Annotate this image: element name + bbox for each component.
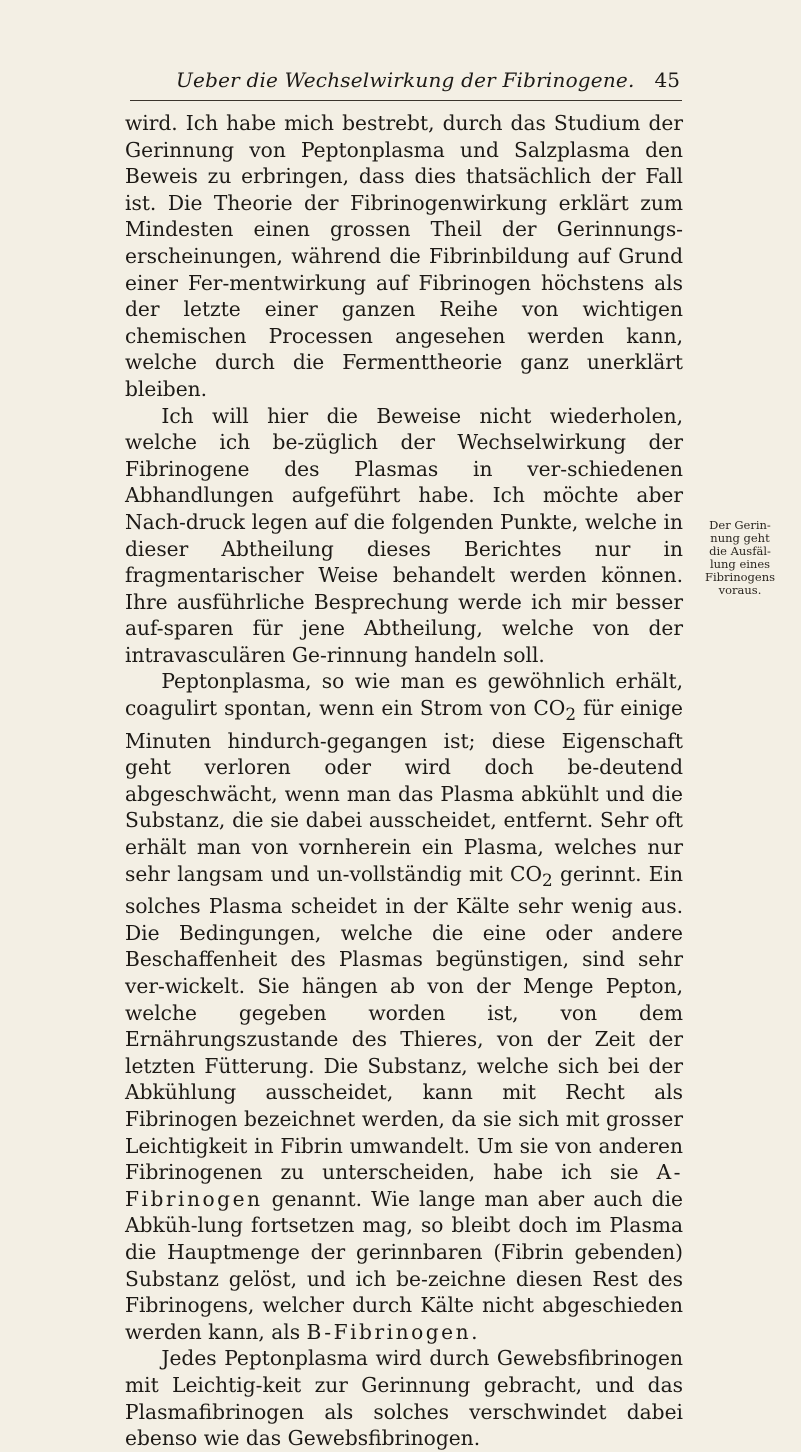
margin-note-line: voraus. bbox=[718, 583, 762, 597]
margin-note-line: lung eines bbox=[709, 557, 771, 571]
term-a-fibrinogen: A-Fibrinogen bbox=[125, 1160, 683, 1211]
co2-subscript-1: 2 bbox=[565, 704, 577, 725]
margin-note-line: Fibrinogens bbox=[705, 570, 775, 584]
paragraph-3 bbox=[125, 668, 683, 1345]
running-head bbox=[100, 66, 680, 96]
body-text bbox=[125, 110, 683, 1452]
header-rule bbox=[130, 100, 682, 101]
term-b-fibrinogen: B-Fibrinogen bbox=[306, 1319, 472, 1344]
paragraph-3-part-c: gerinnt. Ein solches Plasma scheidet in der Kälte sehr wenig aus. Die Bedingungen, welche die eine oder andere Beschaffenheit des Plasmas begünstigen, sind sehr ver-wickelt. Sie hängen ab von der Menge Pepton, welche gegeben worden ist, von dem Ernährungszustande des Thieres, von der Zeit der letzten Fütterung. Die Substanz, welche sich bei der Abkühlung ausscheidet, kann mit Recht als Fibrinogen bezeichnet werden, da sie sich mit grosser Leichtigkeit in Fibrin umwandelt. Um sie von anderen Fibrinogenen zu unterscheiden, habe ich sie bbox=[125, 861, 683, 1185]
paragraph-3-part-e: . bbox=[471, 1319, 478, 1344]
margin-note-line: nung geht bbox=[710, 531, 770, 545]
running-title: Ueber die Wechselwirkung der Fibrinogene. bbox=[176, 68, 635, 92]
paragraph-4: Jedes Peptonplasma wird durch Gewebsfibrinogen mit Leichtig-keit zur Gerinnung gebracht, und das Plasmafibrinogen als solches verschwindet dabei ebenso wie das Gewebsfibrinogen. bbox=[125, 1346, 683, 1451]
margin-note-line: Der Gerin- bbox=[709, 518, 771, 532]
page-number: 45 bbox=[654, 68, 680, 92]
paragraph-1: wird. Ich habe mich bestrebt, durch das Studium der Gerinnung von Peptonplasma und Salzplasma den Beweis zu erbringen, dass dies thatsächlich der Fall ist. Die Theorie der Fibrinogenwirkung erklärt zum Mindesten einen grossen Theil der Gerinnungs-erscheinungen, während die Fibrinbildung auf Grund einer Fer-mentwirkung auf Fibrinogen höchstens als der letzte einer ganzen Reihe von wichtigen chemischen Processen angesehen werden kann, welche durch die Fermenttheorie ganz unerklärt bleiben. bbox=[125, 111, 683, 401]
paragraph-3-part-b: für einige Minuten hindurch-gegangen ist; diese Eigenschaft geht verloren oder wird doch be-deutend abgeschwächt, wenn man das Plasma abkühlt und die Substanz, die sie dabei ausscheidet, entfernt. Sehr oft erhält man von vornherein ein Plasma, welches nur sehr langsam und un-vollständig mit CO bbox=[125, 696, 683, 886]
paragraph-3-part-d: genannt. Wie lange man aber auch die Abküh-lung fortsetzen mag, so bleibt doch im Plasma die Hauptmenge der gerinnbaren (Fibrin gebenden) Substanz gelöst, und ich be-zeichne diesen Rest des Fibrinogens, welcher durch Kälte nicht abgeschieden werden kann, als bbox=[125, 1186, 683, 1344]
paragraph-2: Ich will hier die Beweise nicht wiederholen, welche ich be-züglich der Wechselwirkung der Fibrinogene des Plasmas in ver-schiedenen Abhandlungen aufgeführt habe. Ich möchte aber Nach-druck legen auf die folgenden Punkte, welche in dieser Abtheilung dieses Berichtes nur in fragmentarischer Weise behandelt werden können. Ihre ausführliche Besprechung werde ich mir besser auf-sparen für jene Abtheilung, welche von der intravasculären Ge-rinnung handeln soll. bbox=[125, 403, 683, 667]
margin-note bbox=[690, 519, 790, 597]
paragraph-3-part-a: Peptonplasma, so wie man es gewöhnlich erhält, coagulirt spontan, wenn ein Strom von CO bbox=[125, 669, 683, 721]
margin-note-line: die Ausfäl- bbox=[709, 544, 771, 558]
co2-subscript-2: 2 bbox=[542, 869, 553, 890]
